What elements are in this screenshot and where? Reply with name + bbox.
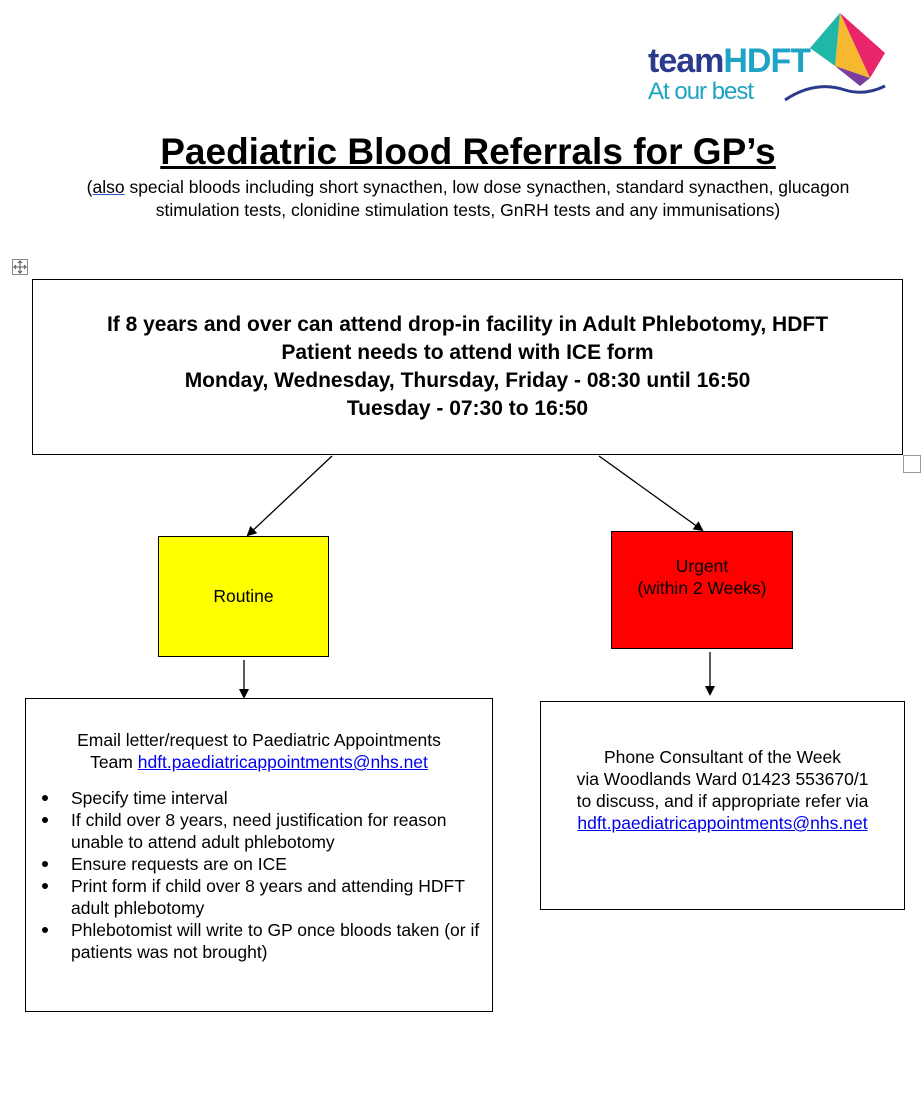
list-item: Print form if child over 8 years and attending HDFT adult phlebotomy [71, 875, 492, 919]
list-item: Ensure requests are on ICE [71, 853, 492, 875]
drop-in-line: If 8 years and over can attend drop-in facility in Adult Phlebotomy, HDFT [106, 313, 829, 336]
arrow-to-urgent [599, 456, 702, 530]
weekday-hours-line: Monday, Wednesday, Thursday, Friday - 08:30 until 16:50 [184, 369, 751, 392]
tuesday-hours-line: Tuesday - 07:30 to 16:50 [346, 397, 589, 420]
subtitle-also: also [92, 177, 125, 197]
urgent-instructions-box [540, 701, 905, 910]
phone-number-line: via Woodlands Ward 01423 553670/1 [576, 769, 869, 789]
email-intro: Email letter/request to Paediatric Appointments Team hdft.paediatricappointments@nhs.net [77, 730, 441, 772]
routine-box [158, 536, 329, 657]
urgent-box [611, 531, 793, 649]
routine-instructions-box [25, 698, 493, 1012]
routine-label: Routine [213, 586, 274, 606]
list-item: If child over 8 years, need justification for reason unable to attend adult phlebotomy [71, 809, 492, 853]
logo-wordmark: teamHDFT [648, 42, 811, 80]
logo-tagline: At our best [648, 78, 754, 105]
discuss-line: to discuss, and if appropriate refer via [576, 791, 869, 811]
urgent-timeframe: (within 2 Weeks) [637, 578, 767, 598]
page-title: Paediatric Blood Referrals for GP’s [160, 131, 776, 172]
list-item: Phlebotomist will write to GP once bloods taken (or if patients was not brought) [71, 919, 492, 963]
urgent-label: Urgent [675, 556, 729, 576]
arrow-to-routine [248, 456, 332, 535]
email-link[interactable]: hdft.paediatricappointments@nhs.net [577, 813, 868, 833]
ice-form-line: Patient needs to attend with ICE form [281, 341, 654, 364]
instructions-list [26, 787, 492, 963]
subtitle: (also special bloods including short synacthen, low dose synacthen, standard synacthen, glucagon stimulation tests, clonidine stimulation tests, GnRH tests and any immunisations) [86, 177, 850, 220]
list-item: Specify time interval [71, 787, 492, 809]
email-link[interactable]: hdft.paediatricappointments@nhs.net [137, 752, 428, 772]
phone-consultant-line: Phone Consultant of the Week [603, 747, 842, 767]
